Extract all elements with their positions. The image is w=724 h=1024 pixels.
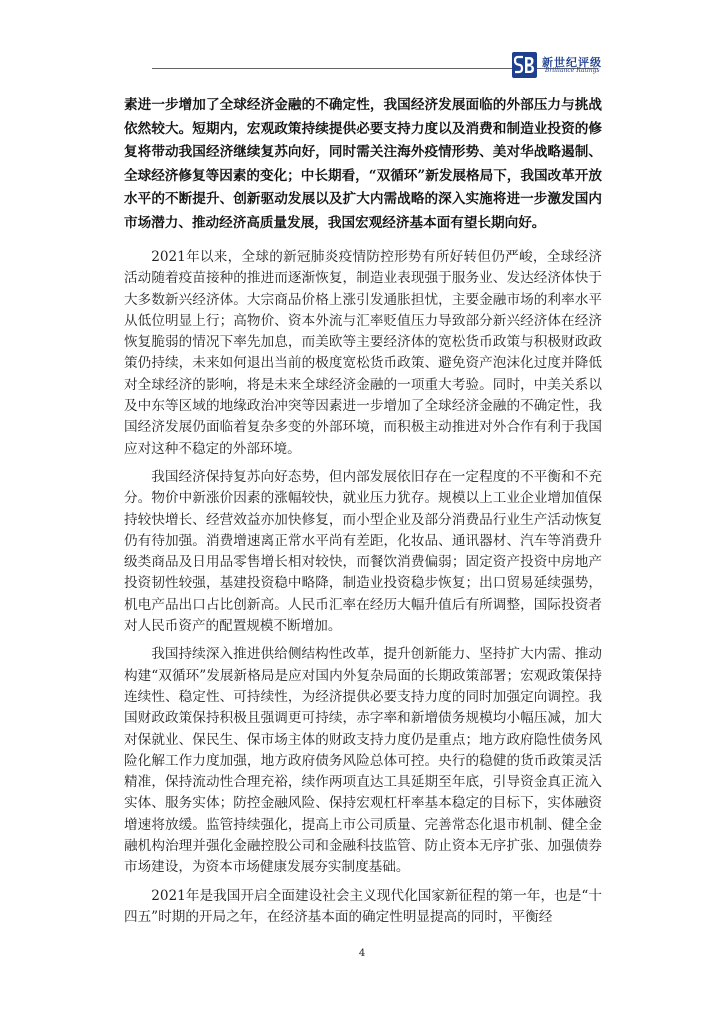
body-paragraph-global-economy: 2021年以来，全球的新冠肺炎疫情防控形势有所好转但仍严峻，全球经济活动随着疫苗接种的推进而逐渐恢复，制造业表现强于服务业、发达经济体快于大多数新兴经济体。大宗商品价格上涨引发通胀担忧，主要金融市场的利率水平从低位明显上行；高物价、资本外流与汇率贬值压力导致部分新兴经济体在经济恢复脆弱的情况下率先加息，而美欧等主要经济体的宽松货币政策与积极财政政策仍持续，未来如何退出当前的极度宽松货币政策、避免资产泡沫化过度并降低对全球经济的影响，将是未来全球经济金融的一项重大考验。同时，中美关系以及中东等区域的地缘政治冲突等因素进一步增加了全球经济金融的不确定性，我国经济发展仍面临着复杂多变的外部环境，而积极主动推进对外合作有利于我国应对这种不稳定的外部环境。	[124, 249, 602, 457]
body-paragraph-policy: 我国持续深入推进供给侧结构性改革，提升创新能力、坚持扩大内需、推动构建“双循环”发展新格局是应对国内外复杂局面的长期政策部署；宏观政策保持连续性、稳定性、可持续性，为经济提供必要支持力度的同时加强定向调控。我国财政政策保持积极且强调更可持续，赤字率和新增债务规模均小幅压减，加大对保就业、保民生、保市场主体的财政支持力度仍是重点；地方政府隐性债务风险化解工作力度加强，地方政府债务风险总体可控。央行的稳健的货币政策灵活精准，保持流动性合理充裕，续作两项直达工具延期至年底，引导资金真正流入实体、服务实体；防控金融风险、保持宏观杠杆率基本稳定的目标下，实体融资增速将放缓。监管持续强化，提高上市公司质量、完善常态化退市机制、健全金融机构治理并强化金融控股公司和金融科技监管、防止资本无序扩张、加强债券市场建设，为资本市场健康发展夯实制度基础。	[124, 646, 602, 876]
brand-logo	[512, 52, 602, 78]
body-paragraph-domestic-recovery: 我国经济保持复苏向好态势，但内部发展依旧存在一定程度的不平衡和不充分。物价中新涨价因素的涨幅较快，就业压力犹存。规模以上工业企业增加值保持较快增长、经营效益亦加快修复，而小型企业及部分消费品行业生产活动恢复仍有待加强。消费增速离正常水平尚有差距，化妆品、通讯器材、汽车等消费升级类商品及日用品零售增长相对较快，而餐饮消费偏弱；固定资产投资中房地产投资韧性较强，基建投资稳中略降，制造业投资稳步恢复；出口贸易延续强势，机电产品出口占比创新高。人民币汇率在经历大幅升值后有所调整，国际投资者对人民币资产的配置规模不断增加。	[124, 468, 602, 635]
logo-english-text: Brilliance Ratings	[545, 67, 600, 74]
page-number: 4	[358, 948, 366, 959]
sb-logo-icon	[512, 52, 537, 78]
logo-chinese-text: 新世纪评级	[542, 56, 602, 69]
document-body	[124, 94, 602, 928]
body-paragraph-outlook: 2021年是我国开启全面建设社会主义现代化国家新征程的第一年，也是“十四五”时期的开局之年，在经济基本面的确定性明显提高的同时，平衡经	[124, 887, 602, 925]
summary-paragraph: 素进一步增加了全球经济金融的不确定性，我国经济发展面临的外部压力与挑战依然较大。短期内，宏观政策持续提供必要支持力度以及消费和制造业投资的修复将带动我国经济继续复苏向好，同时需关注海外疫情形势、美对华战略遏制、全球经济修复等因素的变化；中长期看，“双循环”新发展格局下，我国改革开放水平的不断提升、创新驱动发展以及扩大内需战略的深入实施将进一步激发国内市场潜力、推动经济高质量发展，我国宏观经济基本面有望长期向好。	[124, 97, 602, 231]
